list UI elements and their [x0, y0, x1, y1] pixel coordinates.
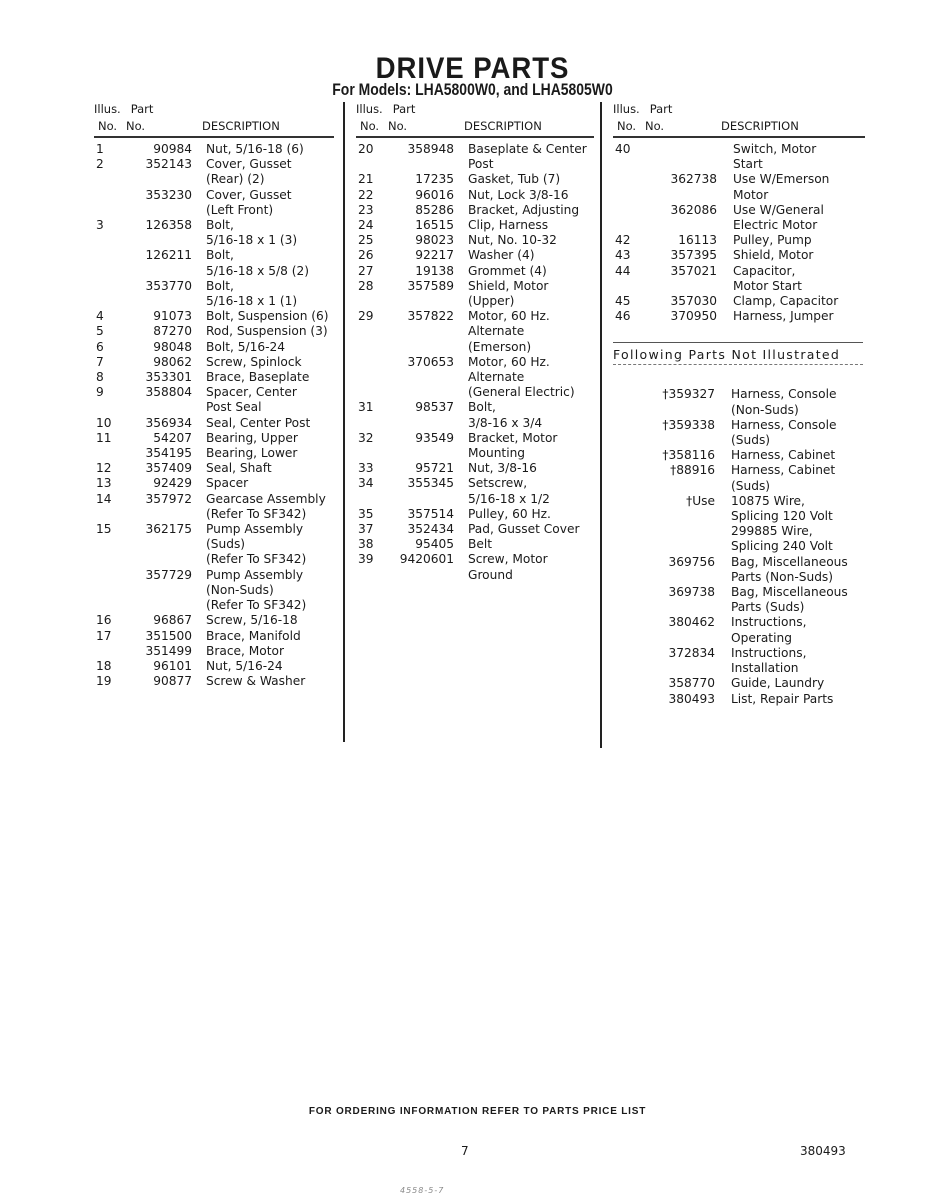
illus-label: Illus. — [356, 102, 383, 116]
part-row — [94, 674, 334, 689]
part-number: 370653 — [407, 354, 454, 369]
part-number: 96867 — [153, 613, 192, 628]
part-description: Bracket, Motor Mounting — [468, 430, 558, 461]
part-description: Pulley, 60 Hz. — [468, 506, 551, 521]
part-row — [356, 279, 594, 309]
part-number: 96016 — [415, 187, 454, 202]
part-description: Screw, Spinlock — [206, 354, 302, 369]
part-row — [356, 355, 594, 401]
part-description: Pulley, Pump — [733, 233, 812, 248]
page-number: 7 — [461, 1144, 469, 1158]
part-row — [94, 218, 334, 248]
part-number: 54207 — [153, 430, 192, 445]
part-description: Brace, Manifold — [206, 628, 301, 643]
part-description: Shield, Motor (Upper) — [468, 278, 549, 309]
column-divider — [343, 102, 345, 742]
part-number: 380462 — [668, 615, 715, 630]
part-description: Motor, 60 Hz. Alternate (Emerson) — [468, 309, 550, 354]
part-row — [94, 385, 334, 415]
part-description: Bolt, 5/16-24 — [206, 339, 286, 354]
part-number: 358804 — [145, 385, 192, 400]
part-row — [94, 613, 334, 628]
part-number: 98048 — [153, 339, 192, 354]
part-description: Nut, 3/8-16 — [468, 461, 537, 476]
ordering-note: FOR ORDERING INFORMATION REFER TO PARTS PRICE LIST — [308, 1106, 647, 1117]
part-row — [94, 492, 334, 522]
part-row — [613, 494, 865, 555]
illus-number: 40 — [615, 142, 631, 156]
part-number: †358116 — [662, 448, 715, 463]
part-description: Belt — [468, 537, 493, 552]
part-description: Nut, Lock 3/8-16 — [468, 187, 569, 202]
header-rule — [613, 136, 865, 138]
part-description: Bearing, Lower — [206, 446, 298, 461]
part-description: Bolt, 5/16-18 x 5/8 (2) — [206, 248, 309, 278]
part-number: 95721 — [415, 461, 454, 476]
illus-number: 21 — [358, 172, 374, 187]
part-number: †Use — [686, 493, 715, 508]
part-number: 358948 — [407, 142, 454, 156]
part-row — [356, 522, 594, 537]
part-description: Bag, Miscellaneous Parts (Suds) — [731, 585, 848, 615]
part-description: Guide, Laundry — [731, 676, 825, 691]
illus-number: 2 — [96, 157, 104, 172]
illus-number: 43 — [615, 248, 631, 263]
part-description: Harness, Console (Non-Suds) — [731, 387, 837, 417]
part-number: 96101 — [153, 658, 192, 673]
part-number: 90877 — [153, 674, 192, 689]
part-description: Harness, Cabinet (Suds) — [731, 463, 836, 493]
part-row — [613, 448, 865, 463]
part-number: 380493 — [668, 691, 715, 706]
part-number: 352434 — [407, 522, 454, 537]
part-row — [94, 416, 334, 431]
part-label: Part — [649, 102, 673, 116]
part-row — [94, 340, 334, 355]
parts-list — [356, 142, 594, 583]
part-label: Part — [130, 102, 154, 116]
illus-no-label: No. — [617, 119, 637, 133]
part-description: Nut, No. 10-32 — [468, 233, 557, 248]
part-row — [613, 463, 865, 493]
illus-number: 10 — [96, 415, 112, 430]
part-number: 355345 — [407, 476, 454, 491]
column-header — [94, 100, 334, 136]
part-row — [94, 476, 334, 491]
part-no-label: No. — [388, 119, 408, 133]
part-row — [94, 446, 334, 461]
part-number: 87270 — [153, 324, 192, 339]
part-description: Harness, Jumper — [733, 309, 834, 324]
illus-number: 11 — [96, 430, 112, 445]
scan-mark: 4558-5-7 — [400, 1186, 445, 1195]
part-number: 369738 — [668, 585, 715, 600]
part-row — [356, 218, 594, 233]
part-number: 358770 — [668, 676, 715, 691]
part-row — [356, 172, 594, 187]
parts-column-2 — [356, 100, 594, 583]
parts-list — [94, 142, 334, 689]
part-description: 10875 Wire, Splicing 120 Volt 299885 Wire, Splicing 240 Volt — [731, 493, 833, 554]
document-number: 380493 — [800, 1144, 846, 1158]
illus-number: 37 — [358, 522, 374, 537]
illus-number: 12 — [96, 461, 112, 476]
part-row — [94, 461, 334, 476]
part-row — [613, 309, 865, 324]
part-number: 351499 — [145, 643, 192, 658]
part-row — [613, 585, 865, 615]
part-number: 357514 — [407, 506, 454, 521]
column-header — [613, 100, 865, 136]
part-row — [356, 476, 594, 506]
illus-number: 4 — [96, 309, 104, 324]
part-number: 95405 — [415, 537, 454, 552]
illus-number: 28 — [358, 278, 374, 293]
page-subtitle: For Models: LHA5800W0, and LHA5805W0 — [332, 80, 613, 99]
header-rule — [94, 136, 334, 138]
part-row — [356, 431, 594, 461]
part-description: Bearing, Upper — [206, 430, 298, 445]
part-row — [356, 400, 594, 430]
part-row — [356, 309, 594, 355]
part-description: Clip, Harness — [468, 218, 549, 233]
part-description: Seal, Center Post — [206, 415, 311, 430]
part-number: 92217 — [415, 248, 454, 263]
page-title: DRIVE PARTS — [375, 52, 570, 85]
column-divider — [600, 102, 602, 748]
illus-number: 38 — [358, 537, 374, 552]
illus-number: 46 — [615, 309, 631, 324]
part-number: 357589 — [407, 278, 454, 293]
part-row — [94, 279, 334, 309]
not-illustrated-heading: Following Parts Not Illustrated — [613, 342, 863, 365]
illus-no-label: No. — [360, 119, 380, 133]
part-number: 90984 — [153, 142, 192, 156]
illus-number: 26 — [358, 248, 374, 263]
description-label: DESCRIPTION — [202, 119, 280, 133]
part-description: Instructions, Installation — [731, 645, 807, 676]
part-number: 362175 — [145, 522, 192, 537]
column-header — [356, 100, 594, 136]
illus-label: Illus. — [94, 102, 121, 116]
part-row — [356, 188, 594, 203]
part-number: 16113 — [678, 233, 717, 248]
part-number: 357729 — [145, 567, 192, 582]
part-number: 354195 — [145, 446, 192, 461]
part-row — [356, 248, 594, 263]
part-description: Capacitor, Motor Start — [733, 263, 802, 293]
part-number: 370950 — [670, 309, 717, 324]
part-row — [356, 203, 594, 218]
part-description: Brace, Baseplate — [206, 370, 310, 385]
part-row — [613, 646, 865, 676]
illus-number: 22 — [358, 187, 374, 202]
part-number: 357822 — [407, 309, 454, 324]
part-description: Brace, Motor — [206, 643, 285, 658]
part-row — [94, 355, 334, 370]
description-label: DESCRIPTION — [464, 119, 542, 133]
part-row — [94, 248, 334, 278]
part-row — [356, 461, 594, 476]
illus-number: 35 — [358, 506, 374, 521]
part-description: Spacer, Center Post Seal — [206, 385, 297, 415]
illus-no-label: No. — [98, 119, 118, 133]
illus-number: 25 — [358, 233, 374, 248]
illus-number: 15 — [96, 522, 112, 537]
part-number: 126211 — [145, 248, 192, 263]
part-row — [613, 387, 865, 417]
part-description: Nut, 5/16-18 (6) — [206, 142, 304, 156]
part-number: 356934 — [145, 415, 192, 430]
part-description: Pump Assembly (Non-Suds) (Refer To SF342) — [206, 567, 307, 613]
part-number: 17235 — [415, 172, 454, 187]
part-number: 372834 — [668, 645, 715, 660]
part-description: Baseplate & Center Post — [468, 142, 587, 172]
illus-number: 17 — [96, 628, 112, 643]
part-description: Gasket, Tub (7) — [468, 172, 561, 187]
illus-number: 13 — [96, 476, 112, 491]
part-description: Spacer — [206, 476, 249, 491]
part-number: 357021 — [670, 263, 717, 278]
part-number: 353230 — [145, 187, 192, 202]
part-description: Use W/General Electric Motor — [733, 202, 824, 233]
illus-number: 1 — [96, 142, 104, 156]
part-row — [613, 248, 865, 263]
illus-number: 7 — [96, 354, 104, 369]
part-number: 357030 — [670, 294, 717, 309]
part-description: Bolt, 3/8-16 x 3/4 — [468, 400, 543, 430]
illus-number: 34 — [358, 476, 374, 491]
part-number: 92429 — [153, 476, 192, 491]
part-number: 352143 — [145, 157, 192, 172]
part-number: 93549 — [415, 430, 454, 445]
part-description: Bolt, 5/16-18 x 1 (1) — [206, 278, 298, 309]
part-row — [94, 157, 334, 187]
part-row — [613, 418, 865, 448]
part-number: 85286 — [415, 202, 454, 217]
part-number: 362086 — [670, 202, 717, 217]
part-row — [94, 324, 334, 339]
part-number: 353301 — [145, 370, 192, 385]
illus-number: 32 — [358, 430, 374, 445]
part-row — [613, 294, 865, 309]
part-row — [613, 233, 865, 248]
part-number: 9420601 — [399, 552, 454, 567]
illus-label: Illus. — [613, 102, 640, 116]
illus-number: 18 — [96, 658, 112, 673]
part-number: 362738 — [670, 172, 717, 187]
part-row — [356, 142, 594, 172]
part-row — [613, 555, 865, 585]
part-row — [613, 203, 865, 233]
part-description: Bag, Miscellaneous Parts (Non-Suds) — [731, 554, 848, 584]
part-row — [94, 309, 334, 324]
part-number: 126358 — [145, 218, 192, 233]
part-number: 357409 — [145, 461, 192, 476]
part-number: 357972 — [145, 491, 192, 506]
illus-number: 27 — [358, 263, 374, 278]
not-illustrated-list — [613, 387, 865, 706]
part-description: Bolt, 5/16-18 x 1 (3) — [206, 218, 298, 248]
part-row — [94, 629, 334, 644]
part-description: Screw, 5/16-18 — [206, 613, 298, 628]
part-number: 16515 — [415, 218, 454, 233]
part-row — [613, 172, 865, 202]
part-description: Screw, Motor Ground — [468, 552, 548, 582]
part-number: 91073 — [153, 309, 192, 324]
part-description: Bolt, Suspension (6) — [206, 309, 329, 324]
illus-number: 33 — [358, 461, 374, 476]
illus-number: 9 — [96, 385, 104, 400]
part-description: Pad, Gusset Cover — [468, 522, 580, 537]
illus-number: 20 — [358, 142, 374, 156]
part-description: Setscrew, 5/16-18 x 1/2 — [468, 476, 550, 506]
part-number: †359338 — [662, 417, 715, 432]
illus-number: 19 — [96, 674, 112, 689]
parts-column-3 — [613, 100, 865, 707]
illus-number: 29 — [358, 309, 374, 324]
illus-number: 23 — [358, 202, 374, 217]
part-description: Seal, Shaft — [206, 461, 272, 476]
part-row — [613, 615, 865, 645]
part-description: List, Repair Parts — [731, 691, 834, 706]
part-row — [356, 233, 594, 248]
part-description: Instructions, Operating — [731, 615, 807, 645]
part-description: Washer (4) — [468, 248, 535, 263]
illus-number: 14 — [96, 491, 112, 506]
illus-number: 24 — [358, 218, 374, 233]
part-row — [94, 142, 334, 157]
part-description: Bracket, Adjusting — [468, 202, 580, 217]
illus-number: 6 — [96, 339, 104, 354]
part-row — [356, 264, 594, 279]
illus-number: 8 — [96, 370, 104, 385]
part-number: 353770 — [145, 278, 192, 293]
parts-column-1 — [94, 100, 334, 689]
part-description: Gearcase Assembly (Refer To SF342) — [206, 491, 326, 521]
part-number: 98023 — [415, 233, 454, 248]
part-number: 351500 — [145, 628, 192, 643]
part-row — [356, 507, 594, 522]
part-description: Grommet (4) — [468, 263, 547, 278]
part-row — [356, 537, 594, 552]
part-label: Part — [392, 102, 416, 116]
part-row — [613, 264, 865, 294]
part-description: Harness, Console (Suds) — [731, 417, 837, 448]
header-rule — [356, 136, 594, 138]
part-description: Nut, 5/16-24 — [206, 658, 283, 673]
part-number: 98537 — [415, 400, 454, 415]
part-row — [94, 644, 334, 659]
part-description: Screw & Washer — [206, 674, 306, 689]
illus-number: 42 — [615, 233, 631, 248]
part-row — [94, 659, 334, 674]
part-row — [94, 431, 334, 446]
part-row — [356, 552, 594, 582]
part-description: Rod, Suspension (3) — [206, 324, 328, 339]
part-description: Clamp, Capacitor — [733, 294, 839, 309]
part-row — [94, 522, 334, 568]
illus-number: 31 — [358, 400, 374, 415]
part-description: Use W/Emerson Motor — [733, 172, 830, 202]
part-row — [613, 692, 865, 707]
part-number: †359327 — [662, 387, 715, 402]
part-number: 19138 — [415, 263, 454, 278]
illus-number: 3 — [96, 218, 104, 233]
illus-number: 45 — [615, 294, 631, 309]
description-label: DESCRIPTION — [721, 119, 799, 133]
illus-number: 44 — [615, 263, 631, 278]
part-row — [94, 188, 334, 218]
part-description: Motor, 60 Hz. Alternate (General Electric) — [468, 354, 575, 400]
part-number: 98062 — [153, 354, 192, 369]
part-row — [613, 676, 865, 691]
part-description: Cover, Gusset (Rear) (2) — [206, 157, 292, 187]
part-description: Shield, Motor — [733, 248, 814, 263]
part-row — [94, 370, 334, 385]
part-no-label: No. — [126, 119, 146, 133]
part-description: Switch, Motor Start — [733, 142, 817, 172]
part-number: 369756 — [668, 554, 715, 569]
parts-list — [613, 142, 865, 324]
illus-number: 16 — [96, 613, 112, 628]
illus-number: 5 — [96, 324, 104, 339]
part-no-label: No. — [645, 119, 665, 133]
part-number: †88916 — [670, 463, 715, 478]
part-description: Cover, Gusset (Left Front) — [206, 187, 292, 217]
part-description: Pump Assembly (Suds) (Refer To SF342) — [206, 522, 307, 567]
illus-number: 39 — [358, 552, 374, 567]
part-number: 357395 — [670, 248, 717, 263]
part-row — [613, 142, 865, 172]
part-row — [94, 568, 334, 614]
part-description: Harness, Cabinet — [731, 448, 836, 463]
